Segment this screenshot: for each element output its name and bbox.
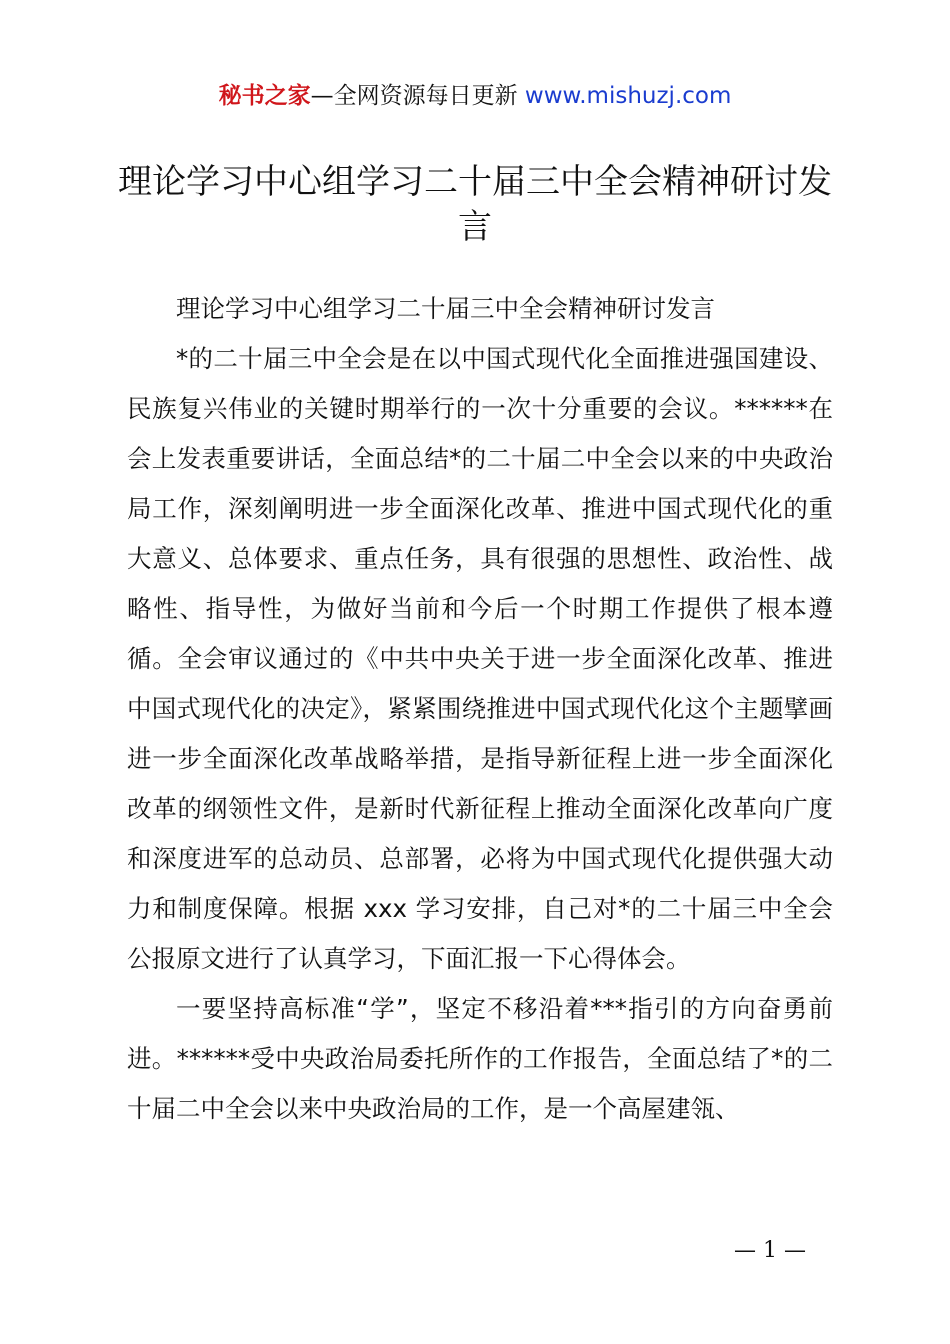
header-slogan: —全网资源每日更新 (310, 83, 518, 109)
document-subtitle: 理论学习中心组学习二十届三中全会精神研讨发言 (176, 294, 715, 323)
brand-name: 秘书之家 (218, 83, 311, 109)
site-header (0, 80, 950, 112)
header-url-link[interactable]: www.mishuzj.com (524, 83, 732, 109)
document-body (127, 284, 833, 1134)
paragraph-2: 一要坚持高标准“学”，坚定不移沿着***指引的方向奋勇前进。******受中央政治局委托所作的工作报告，全面总结了*的二十届二中全会以来中央政治局的工作，是一个高屋建瓴、 (127, 994, 833, 1123)
page-number: — 1 — (734, 1238, 806, 1263)
paragraph-1: *的二十届三中全会是在以中国式现代化全面推进强国建设、民族复兴伟业的关键时期举行的一次十分重要的会议。******在会上发表重要讲话，全面总结*的二十届二中全会以来的中央政治局工作，深刻阐明进一步全面深化改革、推进中国式现代化的重大意义、总体要求、重点任务，具有很强的思想性、政治性、战略性、指导性，为做好当前和今后一个时期工作提供了根本遵循。全会审议通过的《中共中央关于进一步全面深化改革、推进中国式现代化的决定》，紧紧围绕推进中国式现代化这个主题擘画进一步全面深化改革战略举措，是指导新征程上进一步全面深化改革的纲领性文件，是新时代新征程上推动全面深化改革向广度和深度进军的总动员、总部署，必将为中国式现代化提供强大动力和制度保障。根据 xxx 学习安排，自己对*的二十届三中全会公报原文进行了认真学习，下面汇报一下心得体会。 (127, 344, 833, 973)
document-title: 理论学习中心组学习二十届三中全会精神研讨发言 (118, 162, 832, 247)
